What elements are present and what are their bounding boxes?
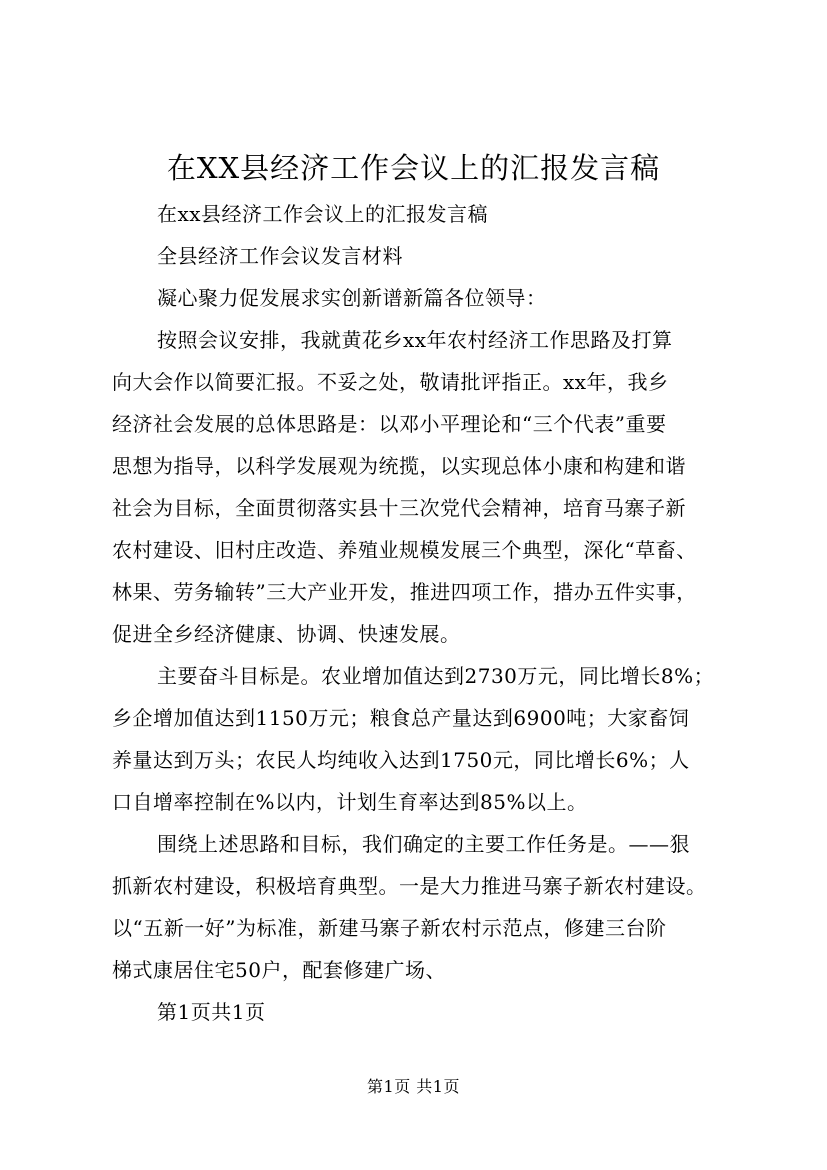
document-title: 在XX县经济工作会议上的汇报发言稿 — [166, 151, 661, 185]
text-line: 乡企增加值达到1150万元；粮食总产量达到6900吨；大家畜饲 — [112, 706, 690, 730]
text-line: 全县经济工作会议发言材料 — [157, 244, 403, 268]
text-line: 经济社会发展的总体思路是：以邓小平理论和“三个代表”重要 — [112, 412, 667, 436]
text-line: 向大会作以简要汇报。不妥之处，敬请批评指正。xx年，我乡 — [112, 370, 669, 394]
text-line: 梯式康居住宅50户，配套修建广场、 — [112, 958, 446, 982]
text-line: 凝心聚力促发展求实创新谱新篇各位领导： — [157, 286, 547, 310]
text-line: 按照会议安排，我就黄花乡xx年农村经济工作思路及打算 — [157, 328, 673, 352]
text-line: 以“五新一好”为标准，新建马寨子新农村示范点，修建三台阶 — [112, 916, 667, 940]
text-line: 抓新农村建设，积极培育典型。一是大力推进马寨子新农村建设。 — [112, 874, 707, 898]
text-line: 养量达到万头；农民人均纯收入达到1750元，同比增长6%；人 — [112, 748, 690, 772]
text-line: 思想为指导，以科学发展观为统揽，以实现总体小康和构建和谐 — [112, 454, 686, 478]
text-line: 围绕上述思路和目标，我们确定的主要工作任务是。——狠 — [157, 832, 690, 856]
page-footer: 第1页 共1页 — [367, 1077, 460, 1096]
page-count-line: 第1页共1页 — [157, 1000, 266, 1024]
text-line: 促进全乡经济健康、协调、快速发展。 — [112, 622, 461, 646]
text-line: 主要奋斗目标是。农业增加值达到2730万元，同比增长8%； — [157, 664, 715, 688]
text-line: 林果、劳务输转”三大产业开发，推进四项工作，措办五件实事， — [112, 580, 697, 604]
text-line: 在xx县经济工作会议上的汇报发言稿 — [157, 202, 489, 226]
text-line: 社会为目标，全面贯彻落实县十三次党代会精神，培育马寨子新 — [112, 496, 686, 520]
text-line: 口自增率控制在%以内，计划生育率达到85%以上。 — [112, 790, 588, 814]
text-line: 农村建设、旧村庄改造、养殖业规模发展三个典型，深化“草畜、 — [112, 538, 697, 562]
